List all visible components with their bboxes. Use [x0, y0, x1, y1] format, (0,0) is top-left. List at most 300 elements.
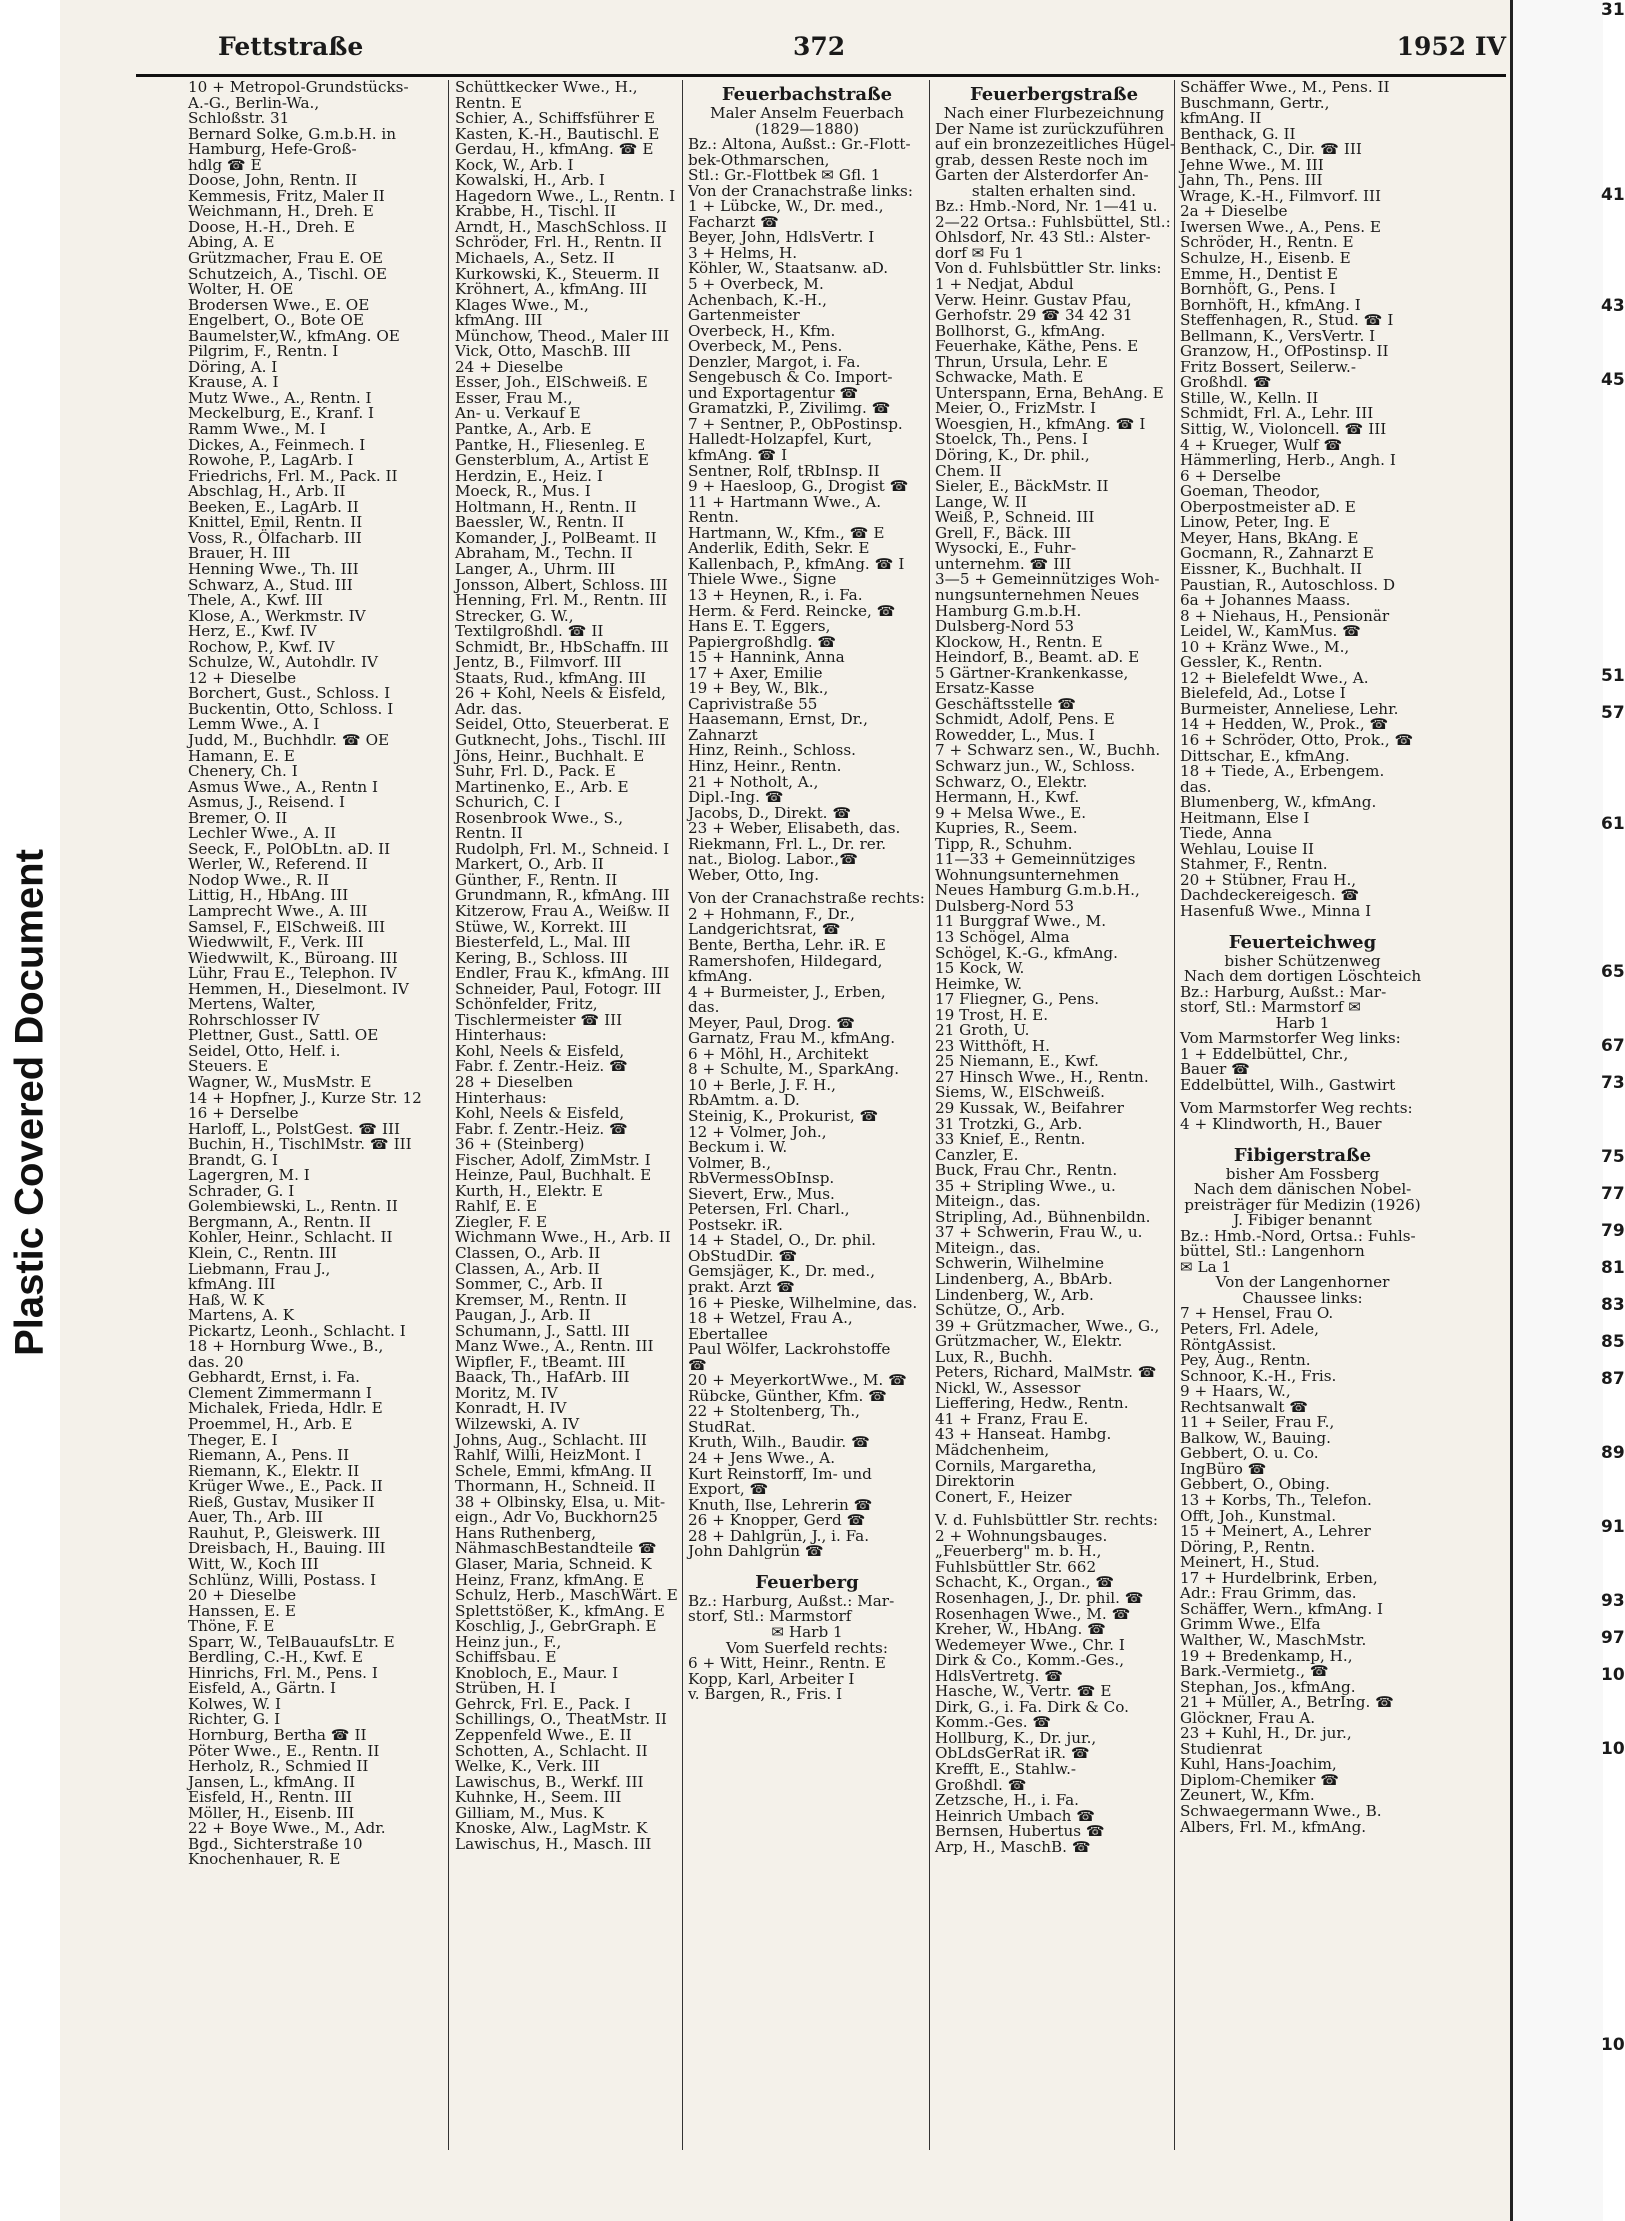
directory-entry: 20 + MeyerkortWwe., M. ☎: [688, 1371, 907, 1390]
directory-entry: 10 + Metropol-Grundstücks-: [188, 78, 409, 96]
directory-entry: Eddelbüttel, Wilh., Gastwirt: [1180, 1075, 1396, 1094]
directory-entry: Schele, Emmi, kfmAng. II: [455, 1461, 652, 1480]
directory-entry: 8 + Niehaus, H., Pensionär: [1180, 606, 1390, 625]
directory-entry: 7 + Hensel, Frau O.: [1180, 1304, 1334, 1323]
directory-entry: Henning Wwe., Th. III: [188, 559, 359, 578]
directory-entry: Henning, Frl. M., Rentn. III: [455, 591, 667, 610]
directory-entry: 29 Kussak, W., Beifahrer: [935, 1099, 1124, 1117]
directory-entry: Schwarz jun., W., Schloss.: [935, 756, 1136, 775]
directory-entry: kfmAng. III: [188, 1275, 276, 1294]
directory-entry: Schnoor, K.-H., Fris.: [1180, 1366, 1337, 1385]
directory-entry: Staats, Rud., kfmAng. III: [455, 668, 646, 687]
directory-entry: Schröder, Frl. H., Rentn. II: [455, 233, 662, 252]
street-note: Nach dem dortigen Löschteich: [1183, 967, 1422, 986]
directory-entry: Harloff, L., PolstGest. ☎ III: [188, 1119, 400, 1138]
directory-entry: 3—5 + Gemeinnütziges Woh-: [935, 570, 1160, 589]
directory-entry: Schmidt, Br., HbSchaffn. III: [455, 637, 669, 656]
directory-entry: Wolter, H. OE: [188, 280, 294, 299]
directory-entry: Schwarz, A., Stud. III: [188, 575, 353, 594]
directory-entry: Bauer ☎: [1180, 1060, 1250, 1079]
directory-entry: Goeman, Theodor,: [1180, 482, 1321, 501]
directory-entry: Bgd., Sichterstraße 10: [188, 1834, 363, 1853]
street-heading: Feuerbachstraße: [721, 84, 893, 105]
directory-column-1: [188, 80, 440, 2190]
street-note: bisher Schützenweg: [1224, 951, 1381, 970]
page-header: [136, 28, 1506, 77]
directory-entry: 15 + Meinert, A., Lehrer: [1180, 1522, 1371, 1541]
directory-entry: Lamprecht Wwe., A. III: [188, 901, 368, 920]
directory-entry: Ziegler, F. E: [455, 1212, 548, 1231]
directory-entry: Brodersen Wwe., E. OE: [188, 295, 370, 314]
directory-entry: Meckelburg, E., Kranf. I: [188, 404, 374, 423]
directory-entry: Langer, A., Uhrm. III: [455, 559, 616, 578]
directory-entry: v. Bargen, R., Fris. I: [688, 1685, 843, 1704]
directory-entry: 18 + Wetzel, Frau A.,: [688, 1309, 853, 1328]
directory-entry: 6 + Möhl, H., Architekt: [688, 1044, 869, 1063]
directory-entry: 21 + Notholt, A.,: [688, 772, 819, 791]
directory-column-5: [1180, 80, 1425, 2190]
directory-entry: 17 + Hurdelbrink, Erben,: [1180, 1568, 1378, 1587]
directory-entry: kfmAng.: [688, 967, 753, 986]
directory-entry: 17 Fliegner, G., Pens.: [935, 990, 1100, 1009]
edge-house-number: [1513, 1702, 1603, 1739]
directory-entry: Hollburg, K., Dr. jur.,: [935, 1728, 1097, 1747]
directory-entry: 22 + Stoltenberg, Th.,: [688, 1402, 861, 1421]
directory-column-4: [935, 80, 1173, 2190]
directory-entry: Gerdau, H., kfmAng. ☎ E: [455, 140, 654, 159]
directory-entry: Ramm Wwe., M. I: [188, 420, 326, 439]
directory-entry: Bernard Solke, G.m.b.H. in: [188, 124, 397, 143]
directory-entry: Hemmen, H., Dieselmont. IV: [188, 979, 409, 998]
directory-entry: Geschäftsstelle ☎: [935, 694, 1077, 713]
directory-entry: Riemann, K., Elektr. II: [188, 1461, 360, 1480]
directory-entry: Bornhöft, H., kfmAng. I: [1180, 295, 1361, 314]
directory-entry: Kupries, R., Seem.: [935, 819, 1078, 838]
directory-entry: Hermann, H., Kwf.: [935, 788, 1080, 807]
edge-house-number: [1513, 407, 1603, 444]
directory-entry: 39 + Grützmacher, Wwe., G.,: [935, 1316, 1160, 1335]
directory-entry: Kemmesis, Fritz, Maler II: [188, 186, 385, 205]
directory-entry: Denzler, Margot, i. Fa.: [688, 352, 861, 371]
directory-entry: Asmus, J., Reisend. I: [188, 793, 346, 812]
directory-entry: Wiedwwilt, K., Büroang. III: [188, 948, 398, 967]
directory-entry: Hamburg, Hefe-Groß-: [188, 140, 357, 159]
directory-entry: 23 + Weber, Elisabeth, das.: [688, 819, 901, 838]
directory-entry: Unterspann, Erna, BehAng. E: [935, 383, 1164, 402]
directory-entry: Gramatzki, P., Zivilimg. ☎: [688, 399, 891, 418]
directory-entry: Suhr, Frl. D., Pack. E: [455, 762, 616, 781]
directory-entry: Grundmann, R., kfmAng. III: [455, 886, 670, 905]
edge-house-number: [1513, 592, 1603, 629]
directory-entry: prakt. Arzt ☎: [688, 1278, 796, 1297]
directory-entry: Dipl.-Ing. ☎: [688, 788, 784, 807]
directory-entry: Stl.: Gr.-Flottbek ✉ Gfl. 1: [688, 166, 881, 185]
directory-entry: Herz, E., Kwf. IV: [188, 622, 317, 641]
directory-entry: Conert, F., Heizer: [935, 1487, 1072, 1506]
directory-column-3: [688, 80, 926, 2190]
directory-entry: Zeppenfeld Wwe., E. II: [455, 1725, 632, 1744]
directory-entry: kfmAng. II: [1180, 109, 1262, 128]
directory-entry: Bernsen, Hubertus ☎: [935, 1822, 1105, 1841]
directory-entry: 24 + Dieselbe: [455, 357, 564, 376]
directory-entry: Blumenberg, W., kfmAng.: [1180, 793, 1377, 812]
directory-entry: Textilgroßhdl. ☎ II: [455, 622, 604, 641]
directory-entry: 5 + Overbeck, M.: [688, 275, 824, 294]
directory-entry: Peters, Richard, MalMstr. ☎: [935, 1363, 1157, 1382]
directory-entry: Friedrichs, Frl. M., Pack. II: [188, 466, 398, 485]
directory-entry: Bark.-Vermietg., ☎: [1180, 1662, 1329, 1681]
directory-entry: Günther, F., Rentn. II: [455, 870, 618, 889]
directory-entry: Walther, W., MaschMstr.: [1180, 1630, 1367, 1649]
directory-entry: 17 + Axer, Emilie: [688, 663, 823, 682]
directory-entry: eign., Adr Vo, Buckhorn25: [455, 1508, 658, 1527]
directory-entry: Export, ☎: [688, 1480, 769, 1499]
directory-entry: grab, dessen Reste noch im: [935, 150, 1148, 169]
directory-entry: Zeunert, W., Kfm.: [1180, 1786, 1315, 1805]
directory-entry: Ohlsdorf, Nr. 43 Stl.: Alster-: [935, 228, 1151, 247]
directory-entry: Grützmacher, W., Elektr.: [935, 1332, 1123, 1351]
directory-entry: Hinz, Heinr., Rentn.: [688, 756, 842, 775]
directory-entry: Dulsberg-Nord 53: [935, 896, 1075, 915]
directory-entry: Classen, O., Arb. II: [455, 1244, 601, 1263]
directory-entry: 16 + Derselbe: [188, 1104, 299, 1123]
directory-entry: Heindorf, B., Beamt. aD. E: [935, 648, 1140, 667]
directory-entry: Meinert, H., Stud.: [1180, 1553, 1320, 1572]
edge-house-number: [1513, 74, 1603, 111]
directory-entry: Rieß, Gustav, Musiker II: [188, 1492, 375, 1511]
directory-entry: Gebbert, O., Obing.: [1180, 1475, 1330, 1494]
directory-entry: IngBüro ☎: [1180, 1459, 1267, 1478]
directory-entry: Heinz, Franz, kfmAng. E: [455, 1570, 645, 1589]
directory-entry: Beckum i. W.: [688, 1138, 788, 1157]
directory-entry: 10 + Kränz Wwe., M.,: [1180, 637, 1350, 656]
directory-entry: kfmAng. ☎ I: [688, 446, 788, 465]
directory-entry: Stoelck, Th., Pens. I: [935, 430, 1089, 449]
directory-entry: Stripling, Ad., Bühnenbildn.: [935, 1207, 1151, 1226]
directory-entry: Gerhofstr. 29 ☎ 34 42 31: [935, 306, 1133, 325]
directory-entry: Dirk & Co., Komm.-Ges.,: [935, 1651, 1125, 1670]
directory-entry: Knoske, Alw., LagMstr. K: [455, 1819, 648, 1838]
header-street: Fettstraße: [218, 32, 364, 61]
directory-entry: Lemm Wwe., A. I: [188, 715, 320, 734]
directory-entry: Thele, A., Kwf. III: [188, 591, 323, 610]
directory-entry: Knittel, Emil, Rentn. II: [188, 513, 363, 532]
directory-entry: Kasten, K.-H., Bautischl. E: [455, 124, 660, 143]
edge-house-number: [1513, 1813, 1603, 1850]
directory-entry: Herm. & Ferd. Reincke, ☎: [688, 601, 896, 620]
directory-entry: Ramershofen, Hildegard,: [688, 951, 883, 970]
directory-entry: Steffenhagen, R., Stud. ☎ I: [1180, 311, 1394, 330]
directory-entry: nungsunternehmen Neues: [935, 585, 1140, 604]
directory-entry: RöntgAssist.: [1180, 1335, 1277, 1354]
directory-entry: Rudolph, Frl. M., Schneid. I: [455, 839, 670, 858]
directory-entry: Chem. II: [935, 461, 1002, 480]
spacer: [688, 1560, 926, 1568]
directory-entry: Jöns, Heinr., Buchhalt. E: [455, 746, 645, 765]
directory-entry: 13 + Heynen, R., i. Fa.: [688, 585, 863, 604]
directory-entry: Herholz, R., Schmied II: [188, 1757, 369, 1776]
directory-entry: Rosenhagen Wwe., M. ☎: [935, 1604, 1131, 1623]
directory-entry: Nodop Wwe., R. II: [188, 870, 330, 889]
directory-entry: Emme, H., Dentist E: [1180, 264, 1338, 283]
directory-entry: 14 + Hedden, W., Prok., ☎: [1180, 715, 1389, 734]
directory-entry: Jacobs, D., Direkt. ☎: [688, 803, 852, 822]
directory-entry: Offt, Joh., Kunstmal.: [1180, 1506, 1337, 1525]
edge-house-number: 85: [1601, 1332, 1625, 1352]
directory-entry: Grimm Wwe., Elfa: [1180, 1615, 1321, 1634]
directory-entry: Bz.: Harburg, Außst.: Mar-: [1180, 982, 1387, 1001]
stamp-text: Plastic Covered Document: [7, 849, 52, 1356]
directory-entry: Brandt, G. I: [188, 1150, 278, 1169]
directory-entry: Schmidt, Adolf, Pens. E: [935, 710, 1115, 729]
edge-house-number: [1513, 111, 1603, 148]
edge-house-number: 75: [1601, 1147, 1625, 1167]
directory-entry: Wagner, W., MusMstr. E: [188, 1073, 372, 1091]
directory-entry: Engelbert, O., Bote OE: [188, 311, 364, 330]
directory-entry: dorf ✉ Fu 1: [935, 243, 1024, 262]
directory-entry: Schwarz, O., Elektr.: [935, 772, 1088, 791]
directory-entry: Gocmann, R., Zahnarzt E: [1180, 544, 1374, 563]
directory-entry: Krefft, E., Stahlw.-: [935, 1759, 1077, 1778]
edge-house-number: [1513, 259, 1603, 296]
directory-entry: Rosenbrook Wwe., S.,: [455, 808, 624, 827]
edge-house-number: [1513, 1554, 1603, 1591]
directory-entry: 14 + Hopfner, J., Kurze Str. 12: [188, 1088, 422, 1107]
directory-entry: Knuth, Ilse, Lehrerin ☎: [688, 1495, 873, 1514]
directory-entry: 28 + Dahlgrün, J., i. Fa.: [688, 1526, 870, 1545]
directory-entry: Schäffer Wwe., M., Pens. II: [1180, 78, 1390, 96]
directory-entry: Seidel, Otto, Helf. i.: [188, 1041, 341, 1060]
directory-entry: 19 + Bey, W., Blk.,: [688, 679, 829, 698]
directory-entry: Adr. das.: [455, 699, 523, 718]
directory-entry: Siems, W., ElSchweiß.: [935, 1083, 1105, 1102]
directory-entry: Dittschar, E., kfmAng.: [1180, 746, 1350, 765]
directory-entry: Lawischus, H., Masch. III: [455, 1834, 652, 1853]
directory-entry: Rohrschlosser IV: [188, 1010, 320, 1029]
directory-entry: Kreher, W., HbAng. ☎: [935, 1620, 1107, 1639]
directory-entry: Kurt Reinstorff, Im- und: [688, 1464, 872, 1483]
directory-entry: 3 + Helms, H.: [688, 243, 798, 262]
directory-entry: 1 + Nedjat, Abdul: [935, 275, 1074, 294]
directory-entry: 27 Hinsch Wwe., H., Rentn.: [935, 1067, 1149, 1086]
directory-entry: Abraham, M., Techn. II: [455, 544, 633, 563]
directory-entry: Abing, A. E: [188, 233, 275, 252]
edge-house-number: 65: [1601, 962, 1625, 982]
directory-entry: Hämmerling, Herb., Angh. I: [1180, 451, 1396, 470]
directory-entry: 5 Gärtner-Krankenkasse,: [935, 663, 1129, 682]
directory-entry: Studienrat: [1180, 1739, 1263, 1758]
spacer: [1180, 920, 1425, 928]
directory-entry: ✉ La 1: [1180, 1257, 1232, 1276]
directory-entry: Rauhut, P., Gleiswerk. III: [188, 1523, 381, 1542]
directory-entry: Hornburg, Bertha ☎ II: [188, 1725, 367, 1744]
directory-entry: 4 + Burmeister, J., Erben,: [688, 982, 886, 1001]
edge-house-number: [1513, 1776, 1603, 1813]
directory-entry: Heinz jun., F.,: [455, 1632, 562, 1651]
directory-entry: Baessler, W., Rentn. II: [455, 513, 625, 532]
street-note: Nach dem dänischen Nobel-: [1193, 1180, 1412, 1199]
directory-entry: Littig, H., HbAng. III: [188, 886, 349, 905]
edge-house-number: 89: [1601, 1443, 1625, 1463]
directory-entry: Kering, B., Schloss. III: [455, 948, 628, 967]
directory-entry: 28 + Dieselben: [455, 1073, 573, 1091]
directory-entry: Steuers. E: [188, 1057, 269, 1076]
directory-entry: Holtmann, H., Rentn. II: [455, 497, 637, 516]
directory-entry: Pilgrim, F., Rentn. I: [188, 342, 339, 361]
directory-entry: Schüttkecker Wwe., H.,: [455, 78, 638, 96]
directory-entry: Wysocki, E., Fuhr-: [935, 539, 1077, 558]
directory-entry: nat., Biolog. Labor.,☎: [688, 850, 859, 869]
directory-entry: Samsel, F., ElSchweiß. III: [188, 917, 386, 936]
directory-column-2: [455, 78, 678, 2190]
directory-entry: Krause, A. I: [188, 373, 279, 392]
directory-entry: Dulsberg-Nord 53: [935, 617, 1075, 636]
directory-entry: Hamann, E. E: [188, 746, 295, 765]
edge-house-number: [1513, 1998, 1603, 2035]
directory-entry: Knochenhauer, R. E: [188, 1850, 341, 1869]
directory-entry: Hanssen, E. E: [188, 1601, 296, 1620]
directory-entry: Meier, O., FrizMstr. I: [935, 399, 1097, 418]
directory-entry: Arp, H., MaschB. ☎: [935, 1837, 1091, 1856]
directory-entry: 6 + Witt, Heinr., Rentn. E: [688, 1654, 886, 1673]
directory-entry: Schutzeich, A., Tischl. OE: [188, 264, 387, 283]
edge-house-number: [1513, 444, 1603, 481]
directory-entry: Schlünz, Willi, Postass. I: [188, 1570, 377, 1589]
directory-entry: Volmer, B.,: [688, 1153, 772, 1172]
directory-entry: Schurich, C. I: [455, 793, 561, 812]
directory-entry: Kremser, M., Rentn. II: [455, 1290, 627, 1309]
directory-entry: 36 + (Steinberg): [455, 1135, 585, 1154]
directory-entry: 20 + Dieselbe: [188, 1586, 297, 1605]
directory-entry: Hasenfuß Wwe., Minna I: [1180, 901, 1372, 920]
directory-entry: Hagedorn Wwe., L., Rentn. I: [455, 186, 676, 205]
directory-entry: 7 + Sentner, P., ObPostinsp.: [688, 414, 903, 433]
directory-entry: Miteign., das.: [935, 1192, 1041, 1211]
directory-entry: Pantke, H., Fliesenleg. E: [455, 435, 646, 454]
directory-entry: Papiergroßhdlg. ☎: [688, 632, 837, 651]
directory-entry: John Dahlgrün ☎: [688, 1542, 824, 1561]
directory-entry: Rahlf, Willi, HeizMont. I: [455, 1446, 641, 1465]
edge-house-number: [1513, 222, 1603, 259]
directory-entry: 9 + Haars, W.,: [1180, 1382, 1291, 1401]
directory-entry: NähmaschBestandteile ☎: [455, 1539, 657, 1558]
directory-entry: hdlg ☎ E: [188, 155, 262, 174]
column-divider: [682, 80, 683, 2150]
directory-entry: Miteign., das.: [935, 1238, 1041, 1257]
directory-entry: Hinterhaus:: [455, 1026, 547, 1045]
street-note: Von der Langenhorner: [1215, 1273, 1390, 1292]
directory-entry: storf, Stl.: Marmstorf: [688, 1607, 852, 1626]
directory-entry: Schwaegermann Wwe., B.: [1180, 1801, 1382, 1820]
directory-entry: Von der Cranachstraße rechts:: [688, 889, 925, 908]
street-note: Harb 1: [1275, 1013, 1330, 1032]
directory-entry: Paustian, R., Autoschloss. D: [1180, 575, 1396, 594]
directory-entry: Feuerhake, Käthe, Pens. E: [935, 337, 1139, 356]
directory-entry: 23 Witthöft, H.: [935, 1036, 1050, 1055]
directory-entry: Rosenhagen, J., Dr. phil. ☎: [935, 1588, 1144, 1607]
street-note: Vom Suerfeld rechts:: [726, 1638, 888, 1657]
directory-entry: Eisfeld, H., Rentn. III: [188, 1788, 353, 1807]
edge-house-number: [1513, 148, 1603, 185]
directory-entry: Sievert, Erw., Mus.: [688, 1184, 835, 1203]
directory-entry: storf, Stl.: Marmstorf ✉: [1180, 998, 1361, 1017]
directory-entry: auf ein bronzezeitliches Hügel-: [935, 135, 1175, 154]
directory-entry: Abschlag, H., Arb. II: [188, 482, 346, 501]
directory-entry: Fabr. f. Zentr.-Heiz. ☎: [455, 1057, 628, 1076]
directory-entry: 18 + Tiede, A., Erbengem.: [1180, 762, 1385, 781]
edge-house-number: 73: [1601, 1073, 1625, 1093]
directory-entry: Stille, W., Kelln. II: [1180, 388, 1319, 407]
directory-entry: Wipfler, F., tBeamt. III: [455, 1352, 626, 1371]
directory-entry: Clement Zimmermann I: [188, 1383, 372, 1402]
directory-entry: Schulz, Herb., MaschWärt. E: [455, 1586, 678, 1605]
directory-entry: Bornhöft, G., Pens. I: [1180, 280, 1336, 299]
directory-entry: Judd, M., Buchhdlr. ☎ OE: [188, 730, 390, 749]
directory-entry: Dickes, A., Feinmech. I: [188, 435, 366, 454]
directory-entry: Lange, W. II: [935, 492, 1027, 511]
directory-entry: Gessler, K., Rentn.: [1180, 653, 1323, 672]
directory-entry: Sommer, C., Arb. II: [455, 1275, 603, 1294]
directory-entry: Schiffsbau. E: [455, 1648, 557, 1667]
directory-entry: Sengebusch & Co. Import-: [688, 368, 893, 387]
edge-house-number: 10: [1601, 1739, 1625, 1759]
edge-house-number: [1513, 925, 1603, 962]
directory-entry: 19 Trost, H. E.: [935, 1005, 1049, 1024]
directory-entry: Großhdl. ☎: [1180, 373, 1272, 392]
directory-entry: Bente, Bertha, Lehr. iR. E: [688, 935, 886, 954]
directory-entry: Weichmann, H., Dreh. E: [188, 202, 374, 221]
directory-entry: Meyer, Hans, BkAng. E: [1180, 528, 1359, 547]
directory-entry: Stüwe, W., Korrekt. III: [455, 917, 627, 936]
directory-entry: Schäffer, Wern., kfmAng. I: [1180, 1599, 1384, 1618]
directory-entry: 2 + Hohmann, F., Dr.,: [688, 904, 855, 923]
directory-entry: 11—33 + Gemeinnütziges: [935, 850, 1136, 869]
directory-entry: Welke, K., Verk. III: [455, 1757, 600, 1776]
directory-entry: Mädchenheim,: [935, 1441, 1050, 1460]
street-heading: Feuerberg: [755, 1571, 859, 1593]
edge-house-number: 97: [1601, 1628, 1625, 1648]
directory-entry: Buchin, H., TischlMstr. ☎ III: [188, 1135, 412, 1154]
directory-entry: HdlsVertretg. ☎: [935, 1666, 1064, 1685]
directory-entry: Schneider, Paul, Fotogr. III: [455, 979, 662, 998]
directory-entry: Kohler, Heinr., Schlacht. II: [188, 1228, 393, 1247]
directory-entry: Voss, R., Ölfacharb. III: [188, 528, 362, 547]
directory-entry: 9 + Haesloop, G., Drogist ☎: [688, 477, 909, 496]
directory-entry: Gemsjäger, K., Dr. med.,: [688, 1262, 876, 1281]
directory-entry: Kopp, Karl, Arbeiter I: [688, 1669, 855, 1688]
directory-entry: Proemmel, H., Arb. E: [188, 1415, 353, 1434]
directory-entry: Sittig, W., Violoncell. ☎ III: [1180, 420, 1387, 439]
directory-entry: Anderlik, Edith, Sekr. E: [688, 539, 870, 558]
edge-house-number: 31: [1601, 0, 1625, 20]
directory-entry: 18 + Hornburg Wwe., B.,: [188, 1337, 384, 1356]
directory-entry: 12 + Bielefeldt Wwe., A.: [1180, 668, 1369, 687]
directory-entry: Linow, Peter, Ing. E: [1180, 513, 1330, 532]
edge-house-number: 81: [1601, 1258, 1625, 1278]
directory-entry: Bz.: Harburg, Außst.: Mar-: [688, 1591, 895, 1610]
directory-entry: Canzler, E.: [935, 1145, 1019, 1164]
directory-entry: Jehne Wwe., M. III: [1180, 155, 1324, 174]
directory-entry: Eissner, K., Buchhalt. II: [1180, 559, 1363, 578]
directory-entry: Wedemeyer Wwe., Chr. I: [935, 1635, 1125, 1654]
directory-entry: Verw. Heinr. Gustav Pfau,: [935, 290, 1132, 309]
directory-entry: 41 + Franz, Frau E.: [935, 1409, 1089, 1428]
edge-house-number: [1513, 1110, 1603, 1147]
directory-entry: Kohl, Neels & Eisfeld,: [455, 1041, 625, 1060]
adjacent-page-edge: [1510, 0, 1625, 2221]
directory-entry: Ersatz-Kasse: [935, 679, 1035, 698]
edge-house-number: 83: [1601, 1295, 1625, 1315]
